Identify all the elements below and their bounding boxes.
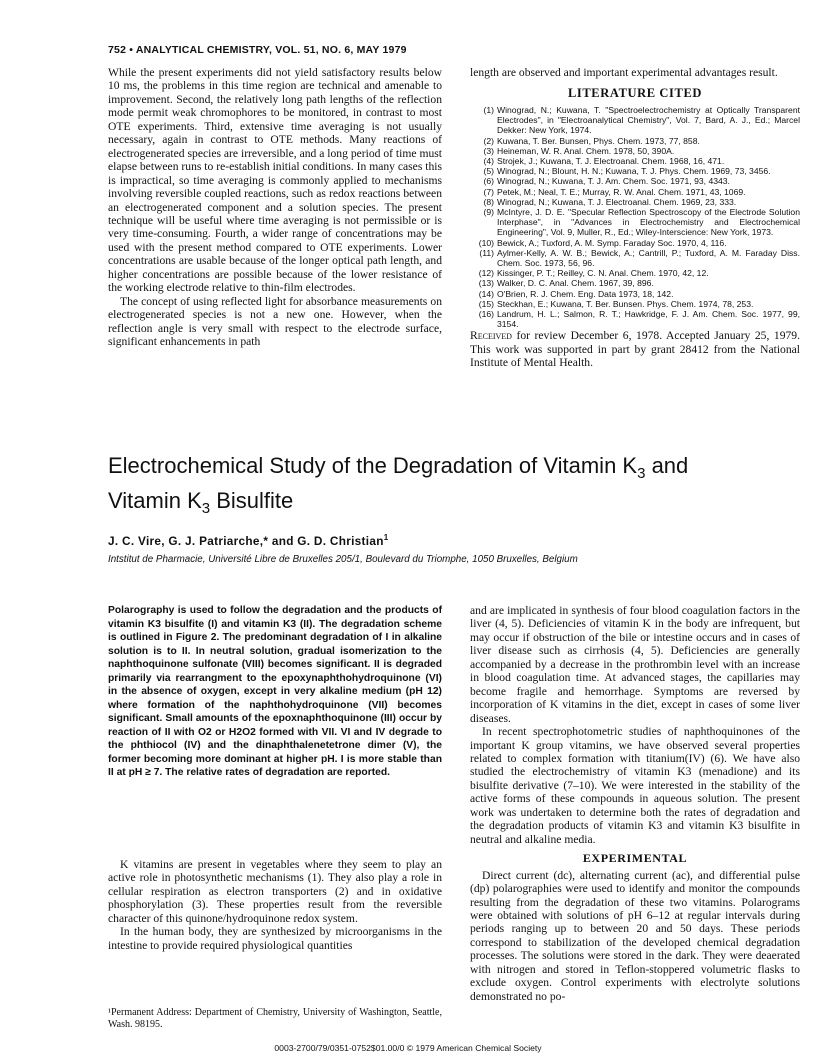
previous-article-left-column: [108, 66, 442, 349]
reference-text: Winograd, N.; Kuwana, T. J. Electroanal. Chem. 1969, 23, 333.: [497, 196, 737, 207]
reference-number: (7): [483, 186, 494, 197]
reference-item: [470, 207, 800, 238]
affiliation: Intstitut de Pharmacie, Université Libre de Bruxelles 205/1, Boulevard du Triomphe, 1050 Bruxelles, Belgium: [108, 554, 578, 565]
title-part: and: [645, 453, 689, 478]
reference-text: Winograd, N.; Kuwana, T. J. Am. Chem. Soc. 1971, 93, 4343.: [497, 176, 730, 187]
reference-text: Landrum, H. L.; Salmon, R. T.; Hawkridge, F. J. Am. Chem. Soc. 1977, 99, 3154.: [497, 308, 800, 330]
received-note: [470, 329, 800, 369]
reference-item: [470, 105, 800, 136]
title-part: Electrochemical Study of the Degradation of Vitamin K: [108, 453, 638, 478]
body-paragraph: K vitamins are present in vegetables where they seem to play an active role in photosynthetic mechanisms (1). They also play a role in cellular respiration as electron transporters (2) and in oxidative phosphorylation (3). These properties result from the reversible character of this quinone/hydroquinone redox system.: [108, 858, 442, 925]
reference-item: [470, 197, 800, 207]
reference-number: (13): [478, 278, 494, 289]
author-footnote: ¹Permanent Address: Department of Chemistry, University of Washington, Seattle, Wash. 98195.: [108, 1007, 442, 1030]
article-right-column: [470, 604, 800, 1003]
body-paragraph: In recent spectrophotometric studies of naphthoquinones of the important K group vitamins, we have observed several properties related to complex formation with titanium(IV) (6). We have also studied the electrochemistry of vitamin K3 (menadione) and its bisulfite derivative (7–10). We were interested in the stability of the active forms of these compounds in aqueous solution. The present work was undertaken to determine both the rates of degradation and the degradation products of vitamin K3 and vitamin K3 bisulfite in neutral and alkaline media.: [470, 725, 800, 846]
reference-text: Heineman, W. R. Anal. Chem. 1978, 50, 390A.: [497, 145, 675, 156]
previous-article-right-column: [470, 66, 800, 370]
reference-number: (16): [478, 308, 494, 319]
reference-item: [470, 156, 800, 166]
body-paragraph: and are implicated in synthesis of four blood coagulation factors in the liver (4, 5). Deficiencies of vitamin K in the body are infrequent, but may occur if obstruction of the bile or intestine occurs and in cases of liver disease such as cirrhosis (4, 5). Deficiencies are generally accompanied by a decrease in the prothrombin level with an increase in blood coagulation time. At advanced stages, the capillaries may become fragile and hemorrhage. Symptoms are reversed by incorporation of K vitamins in the diet, except in cases of some liver diseases.: [470, 604, 800, 725]
reference-text: Aylmer-Kelly, A. W. B.; Bewick, A.; Cantrill, P.; Tuxford, A. M. Faraday Diss. Chem. Soc. 1973, 56, 96.: [497, 247, 800, 268]
reference-text: Winograd, N.; Blount, H. N.; Kuwana, T. J. Phys. Chem. 1969, 73, 3456.: [497, 166, 771, 177]
literature-cited-heading: LITERATURE CITED: [567, 86, 703, 101]
reference-text: Winograd, N.; Kuwana, T. "Spectroelectrochemistry at Optically Transparent Electrodes", in "Electroanalytical Chemistry", Vol. 7, Bard, A. J., Ed.; Marcel Dekker: New York, 1974.: [497, 104, 800, 136]
author-footnote-mark: 1: [383, 533, 389, 542]
title-subscript: 3: [201, 500, 211, 517]
reference-item: [470, 289, 800, 299]
reference-item: [470, 238, 800, 248]
reference-item: [470, 268, 800, 278]
reference-text: Petek, M.; Neal, T. E.; Murray, R. W. Anal. Chem. 1971, 43, 1069.: [497, 186, 746, 197]
reference-list: [470, 105, 800, 329]
reference-text: Kissinger, P. T.; Reilley, C. N. Anal. Chem. 1970, 42, 12.: [497, 268, 709, 279]
reference-number: (1): [483, 104, 494, 115]
article-title: [108, 452, 808, 522]
reference-text: O'Brien, R. J. Chem. Eng. Data 1973, 18, 142.: [497, 288, 674, 299]
body-paragraph: length are observed and important experimental advantages result.: [470, 66, 778, 79]
received-text: for review December 6, 1978. Accepted January 25, 1979. This work was supported in part by grant 28412 from the National Institute of Mental Health.: [470, 329, 800, 370]
reference-item: [470, 166, 800, 176]
reference-number: (2): [483, 135, 494, 146]
body-paragraph: While the present experiments did not yield satisfactory results below 10 ms, the problems in this time region are technical and amenable to improvement. Second, the relatively long path lengths of the reflection mode permit weak chromophores to be monitored, in contrast to most OTE experiments. Third, extensive time averaging is not usually necessary, again in contrast to OTE methods. Many reactions of electrogenerated species are irreversible, and a long period of time must elapse between runs to re-establish initial conditions. In many cases this is impractical, so time averaging is commonly applied to mechanisms involving reversible coupled reactions, such as redox reactions between an electrogenerated component and a solution species. The present technique will be useful where time averaging is not permissible or is very time-consuming. Fourth, a wider range of concentrations may be used with the present method compared to OTE experiments. Lower concentrations are usable because of the longer optical path length, and higher concentrations are possible because of the lower resistance of the working electrode relative to thin-film electrodes.: [108, 66, 442, 295]
title-part: Bisulfite: [210, 488, 294, 513]
reference-item: [470, 299, 800, 309]
reference-item: [470, 248, 800, 268]
body-paragraph: In the human body, they are synthesized by microorganisms in the intestine to provide required physiological quantities: [108, 925, 442, 952]
reference-text: Steckhan, E.; Kuwana, T. Ber. Bunsen. Phys. Chem. 1974, 78, 253.: [497, 298, 754, 309]
reference-item: [470, 176, 800, 186]
reference-item: [470, 278, 800, 288]
reference-item: [470, 146, 800, 156]
reference-number: (6): [483, 176, 494, 187]
reference-number: (3): [483, 145, 494, 156]
body-paragraph: Direct current (dc), alternating current (ac), and differential pulse (dp) polarographies were used to identify and monitor the compounds resulting from the degradation of these two vitamins. Polarograms were obtained with solutions of pH 6–12 at regular intervals during periods ranging up to between 20 and 50 days. These periods correspond to stabilization of the developed chemical degradation processes. The solutions were stored in the dark. They were deaerated with nitrogen and stored in Teflon-stoppered volumetric flasks to exclude oxygen. Control experiments with electrolyte solutions demonstrated no po-: [470, 868, 800, 1003]
introduction: [108, 858, 442, 952]
reference-number: (15): [478, 298, 494, 309]
reference-number: (4): [483, 155, 494, 166]
reference-text: McIntyre, J. D. E. "Specular Reflection Spectroscopy of the Electrode Solution Interphase", in "Advances in Electrochemistry and Electrochemical Engineering", Vol. 9, Muller, R., Ed.; Wiley-Interscience: New York, 1973.: [497, 206, 800, 238]
reference-text: Strojek, J.; Kuwana, T. J. Electroanal. Chem. 1968, 16, 471.: [497, 155, 725, 166]
reference-number: (9): [483, 206, 494, 217]
reference-text: Kuwana, T. Ber. Bunsen, Phys. Chem. 1973, 77, 858.: [497, 135, 700, 146]
reference-item: [470, 136, 800, 146]
reference-text: Bewick, A.; Tuxford, A. M. Symp. Faraday Soc. 1970, 4, 116.: [497, 237, 727, 248]
title-part: Vitamin K: [108, 488, 202, 513]
title-subscript: 3: [637, 465, 646, 482]
author-list: [108, 533, 388, 548]
authors-text: J. C. Vire, G. J. Patriarche,* and G. D. Christian: [108, 533, 384, 548]
reference-item: [470, 309, 800, 329]
abstract: Polarography is used to follow the degradation and the products of vitamin K3 bisulfite (I) and vitamin K3 (II). The degradation scheme is outlined in Figure 2. The predominant degradation of I in alkaline solution is to II. In neutral solution, gradual isomerization to the naphthoquinone sulfonate (VIII) becomes significant. II is degraded primarily via rearrangment to the epoxynaphthohydroquinone (VI) in the absence of oxygen, except in very alkaline medium (pH 12) where formation of the naphthohydroquinone (VII) becomes significant. Small amounts of the epoxnaphthoquinone (III) occur by reaction of II with O2 or H2O2 formed with VII. VI and IV degrade to the phthiocol (IV) and the dinaphthalenetetrone dimer (V), the former becoming more dominant at higher pH. I is more stable than II at pH ≥ 7. The relative rates of degradation are reported.: [108, 605, 442, 778]
reference-text: Walker, D. C. Anal. Chem. 1967, 39, 896.: [497, 278, 654, 289]
page-footer: 0003-2700/79/0351-0752$01.00/0 © 1979 American Chemical Society: [274, 1043, 542, 1053]
reference-item: [470, 187, 800, 197]
reference-number: (5): [483, 166, 494, 177]
reference-number: (10): [478, 237, 494, 248]
running-head: 752 • ANALYTICAL CHEMISTRY, VOL. 51, NO. 6, MAY 1979: [108, 44, 407, 56]
received-label: Received: [470, 329, 512, 343]
experimental-heading: EXPERIMENTAL: [582, 851, 688, 866]
reference-number: (11): [479, 247, 494, 258]
reference-number: (8): [483, 196, 494, 207]
reference-number: (14): [478, 288, 494, 299]
reference-number: (12): [478, 268, 494, 279]
body-paragraph: The concept of using reflected light for absorbance measurements on electrogenerated species is not a new one. However, when the reflection angle is very small with respect to the electrode surface, significant enhancements in path: [108, 294, 442, 349]
